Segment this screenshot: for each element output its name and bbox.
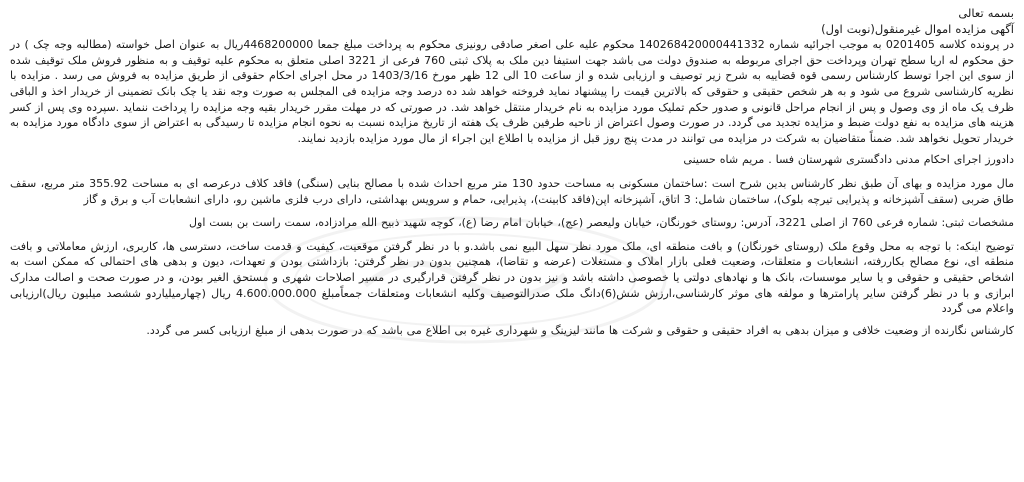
bailiff-signature: دادورز اجرای احکام مدنی دادگستری شهرستان فسا . مریم شاه حسینی [683, 153, 1014, 167]
notice-title: آگهی مزایده اموال غیرمنقول(نوبت اول) [821, 21, 1014, 36]
case-details-paragraph: در پرونده کلاسه 0201405 به موجب اجرائیه شماره 140268420000441332 محکوم علیه علی اصغر صادقی رونیزی محکوم به پرداخت مبلغ جمعا 4468200000ریال به عنوان اصل خواسته (مطالبه وجه چک ) در حق محکوم له اریا سطح تهران وپرداخت حق اجرای مربوطه به صندوق دولت می باشد جهت استیفا دین ملک به پلاک ثبتی 760 فرعی از 3221 اصلی متعلق به محکوم علیه توقیف و به منظور فروش ملک توقیف شده از سوی این اجرا توسط کارشناس رسمی قوه قضاییه به شرح زیر توصیف و ارزیابی شده و از ساعت 10 الی 12 ظهر مورخ 1403/3/16 در محل اجرای احکام حقوقی از طریق مزایده به فروش می رسد . مزایده با نظریه کارشناسی شروع می شود و به هر شخص حقیقی و حقوقی که بالاترین قیمت را پیشنهاد نماید فروخته خواهد شد ده درصد وجه مزایده فی المجلس به صورت وجه نقد یا چک بانک تضمینی از خریدار اخذ و الباقی ظرف یک ماه از وی وصول و پس از انجام مراحل قانونی و صدور حکم تملیک مورد مزایده به نام خریدار منتقل خواهد شد. در صورتی که در مهلت مقرر خریدار بقیه وجه مزایده را پرداخت ننماید .سپرده وی پس از کسر هزینه های مزایده به نفع دولت ضبط و مزایده تجدید می گردد. در صورت وصول اعتراض از ناحیه طرفین ظرف یک هفته از تاریخ مزایده نسبت به نحوه انجام مزایده تا رسیدگی به اعتراض از سوی دادگاه مورد مزایده به خریدار تحویل نخواهد شد. ضمناً متقاضیان به شرکت در مزایده می توانند در مدت پنج روز قبل از مزایده با اطلاع این اجراء از مال مورد مزایده بازدید نمایند. [10, 38, 1014, 145]
registration-details-paragraph: مشخصات ثبتی: شماره فرعی 760 از اصلی 3221، آدرس: روستای خورنگان، خیابان ولیعصر (عج)، خیابان امام رضا (ع)، کوچه شهید ذبیح الله مرادزاده، سمت راست بن بست اول [189, 216, 1014, 230]
basmala-heading: بسمه تعالی [958, 6, 1014, 20]
valuation-explanation-paragraph: توضیح اینکه: با توجه به محل وقوع ملک (روستای خورنگان) و بافت منطقه ای، ملک مورد نظر سهل البیع نمی باشد.و با در نظر گرفتن موقعیت، کیفیت و قدمت ساخت، دسترسی ها، کاربری، ارزش معاملاتی و بافت منطقه ای، نوع مصالح بکاررفته، انشعابات و متعلقات، وضعیت فعلی بازار املاک و مستغلات (عرضه و تقاضا)، همچنین بدون در نظر گرفتن: بازداشتی بودن و تعهدات، دیون و بدهی های احتمالی که ممکن است به اشخاص حقیقی و حقوقی و یا سایر موسسات، بانک ها و نهادهای دولتی یا خصوصی داشته باشد و نیز بدون در نظر گرفتن قرارگیری در مسیر اصلاحات شهری و مستحق الغیر بودن، و در صورت صحت و اصالت مدارک ابرازی و با در نظر گرفتن سایر پارامترها و مولفه های موثر کارشناسی،ارزش شش(6)دانگ ملک صدرالتوصیف وکلیه انشعابات ومتعلقات جمعاًمبلغ 4.600.000.000 ریال (چهارمیلیاردو ششصد میلیون ریال)ارزیابی واعلام می گردد [10, 239, 1014, 316]
auction-notice-document [10, 6, 1014, 476]
property-description-paragraph: مال مورد مزایده و بهای آن طبق نظر کارشناس بدین شرح است :ساختمان مسکونی به مساحت حدود 130 متر مربع احداث شده با مصالح بنایی (سنگی) فاقد کلاف درعرصه ای به مساحت 355.92 متر مربع، سقف طاق ضربی (سقف آشپزخانه و پذیرایی تیرچه بلوک)، ساختمان شامل: 3 اتاق، آشپزخانه اپن(فاقد کابینت)، پذیرایی، حمام و سرویس بهداشتی، دارای درب فلزی ماشین رو، دارای انشعابات آب و برق و گاز [10, 176, 1014, 206]
expert-disclaimer-paragraph: کارشناس نگارنده از وضعیت خلافی و میزان بدهی به افراد حقیقی و حقوقی و شرکت ها مانند لیزینگ و شهرداری غیره بی اطلاع می باشد که در صورت بدهی از مبلغ ارزیابی کسر می گردد. [146, 323, 1014, 337]
